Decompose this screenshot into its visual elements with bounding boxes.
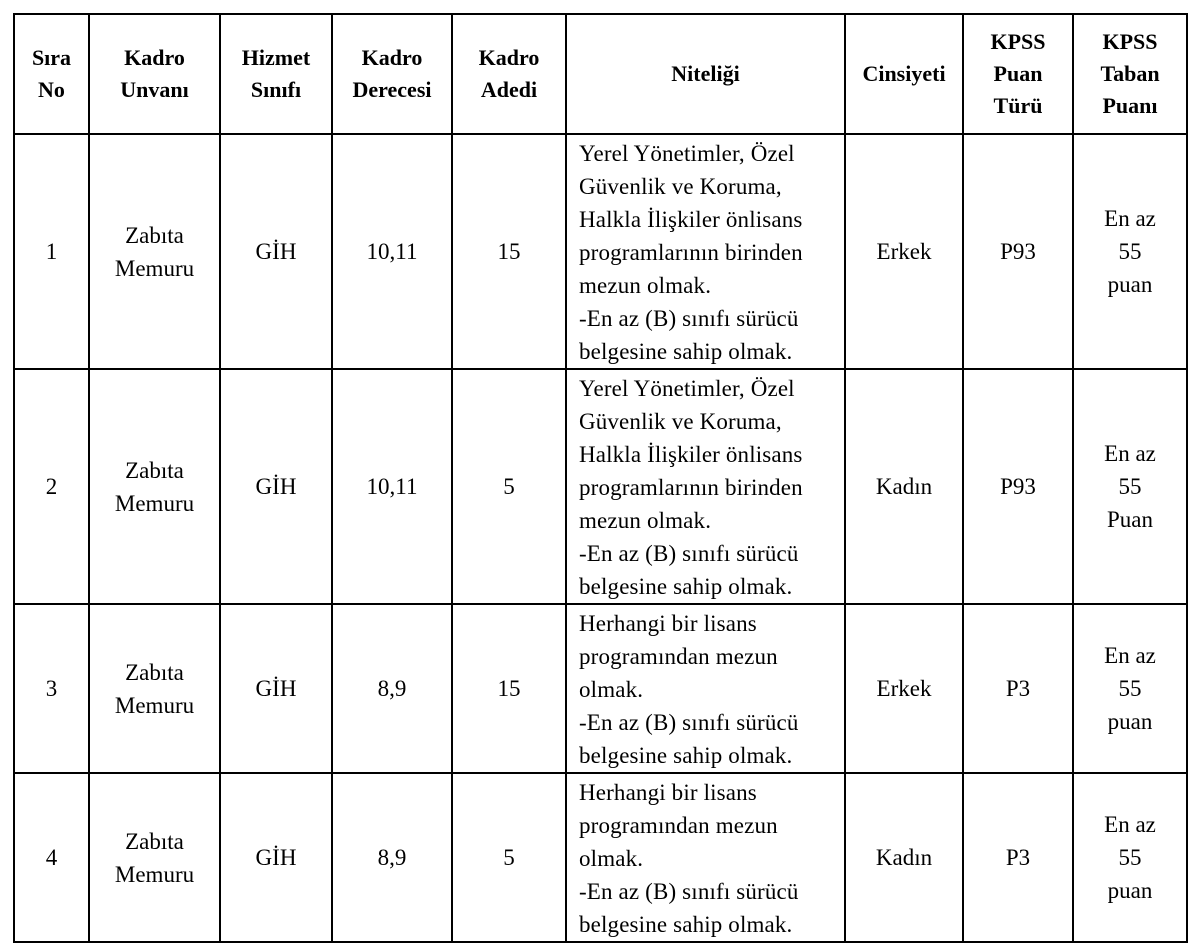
cell-sira-no: 1 xyxy=(14,134,89,369)
header-kpss-taban-puani: KPSS Taban Puanı xyxy=(1073,14,1187,134)
cell-niteligi: Herhangi bir lisans programından mezun olmak. -En az (B) sınıfı sürücü belgesine sahip olmak. xyxy=(566,773,845,942)
cell-niteligi: Yerel Yönetimler, Özel Güvenlik ve Koruma, Halkla İlişkiler önlisans programlarının birinden mezun olmak. -En az (B) sınıfı sürücü belgesine sahip olmak. xyxy=(566,134,845,369)
cell-hizmet-sinifi: GİH xyxy=(220,134,332,369)
cell-kpss-taban-puani: En az 55 puan xyxy=(1073,604,1187,773)
cell-sira-no: 4 xyxy=(14,773,89,942)
table-row xyxy=(14,369,1187,604)
table-row xyxy=(14,134,1187,369)
header-hizmet-sinifi: Hizmet Sınıfı xyxy=(220,14,332,134)
cell-hizmet-sinifi: GİH xyxy=(220,604,332,773)
table-row xyxy=(14,604,1187,773)
cell-kpss-puan-turu: P3 xyxy=(963,773,1073,942)
cell-sira-no: 2 xyxy=(14,369,89,604)
cell-kadro-unvani: Zabıta Memuru xyxy=(89,604,220,773)
cell-kadro-unvani: Zabıta Memuru xyxy=(89,773,220,942)
cell-kadro-unvani: Zabıta Memuru xyxy=(89,369,220,604)
header-row xyxy=(14,14,1187,134)
cell-kpss-puan-turu: P93 xyxy=(963,369,1073,604)
header-kpss-puan-turu: KPSS Puan Türü xyxy=(963,14,1073,134)
cell-hizmet-sinifi: GİH xyxy=(220,773,332,942)
cell-kadro-derecesi: 8,9 xyxy=(332,604,452,773)
header-kadro-unvani: Kadro Unvanı xyxy=(89,14,220,134)
cell-kpss-puan-turu: P93 xyxy=(963,134,1073,369)
cell-kpss-puan-turu: P3 xyxy=(963,604,1073,773)
header-niteligi: Niteliği xyxy=(566,14,845,134)
cell-kadro-derecesi: 10,11 xyxy=(332,134,452,369)
cell-hizmet-sinifi: GİH xyxy=(220,369,332,604)
cell-niteligi: Herhangi bir lisans programından mezun olmak. -En az (B) sınıfı sürücü belgesine sahip olmak. xyxy=(566,604,845,773)
cell-kadro-adedi: 15 xyxy=(452,134,566,369)
cell-kpss-taban-puani: En az 55 Puan xyxy=(1073,369,1187,604)
cell-kadro-unvani: Zabıta Memuru xyxy=(89,134,220,369)
cell-cinsiyeti: Kadın xyxy=(845,773,963,942)
header-sira-no: Sıra No xyxy=(14,14,89,134)
cell-cinsiyeti: Kadın xyxy=(845,369,963,604)
cell-kadro-derecesi: 8,9 xyxy=(332,773,452,942)
kadro-table xyxy=(13,13,1188,943)
cell-kpss-taban-puani: En az 55 puan xyxy=(1073,134,1187,369)
cell-kadro-derecesi: 10,11 xyxy=(332,369,452,604)
cell-kadro-adedi: 5 xyxy=(452,773,566,942)
header-cinsiyeti: Cinsiyeti xyxy=(845,14,963,134)
header-kadro-adedi: Kadro Adedi xyxy=(452,14,566,134)
header-kadro-derecesi: Kadro Derecesi xyxy=(332,14,452,134)
cell-kadro-adedi: 5 xyxy=(452,369,566,604)
cell-sira-no: 3 xyxy=(14,604,89,773)
cell-cinsiyeti: Erkek xyxy=(845,134,963,369)
cell-cinsiyeti: Erkek xyxy=(845,604,963,773)
cell-niteligi: Yerel Yönetimler, Özel Güvenlik ve Koruma, Halkla İlişkiler önlisans programlarının birinden mezun olmak. -En az (B) sınıfı sürücü belgesine sahip olmak. xyxy=(566,369,845,604)
table-row xyxy=(14,773,1187,942)
cell-kadro-adedi: 15 xyxy=(452,604,566,773)
cell-kpss-taban-puani: En az 55 puan xyxy=(1073,773,1187,942)
